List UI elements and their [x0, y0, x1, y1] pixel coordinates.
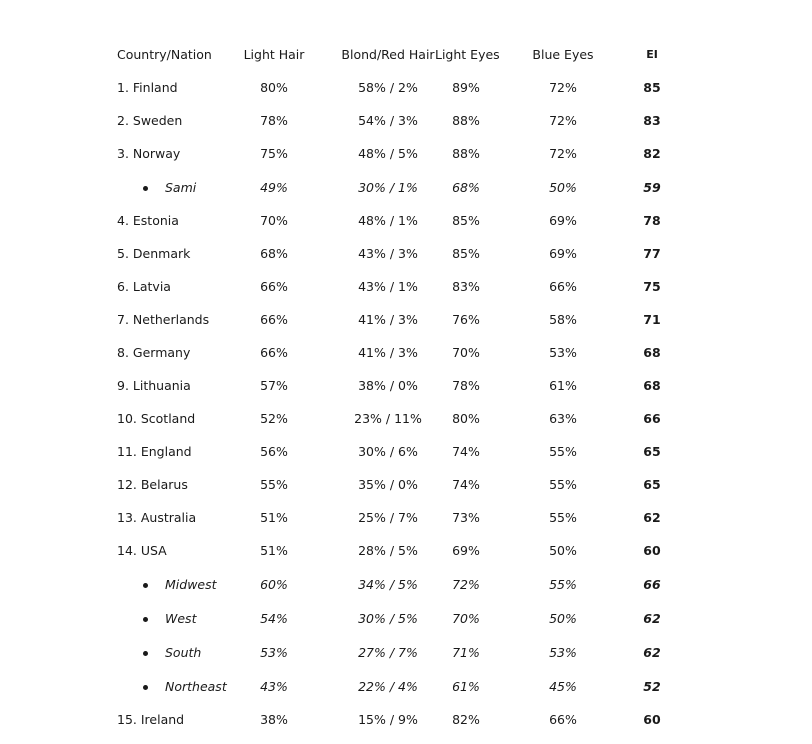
- blond-red-value: 15% / 9%: [358, 712, 418, 727]
- ei-value: 75: [643, 279, 661, 294]
- light-hair-value: 80%: [260, 80, 288, 95]
- bullet-icon: [143, 186, 148, 191]
- blue-eyes-value: 50%: [549, 180, 577, 195]
- blond-red-value: 30% / 6%: [358, 444, 418, 459]
- table-row: [0, 144, 812, 164]
- light-hair-value: 51%: [260, 510, 288, 525]
- blue-eyes-value: 55%: [549, 577, 577, 592]
- header-light-hair: Light Hair: [243, 47, 305, 62]
- table-subrow: [0, 178, 812, 198]
- table-row: [0, 475, 812, 495]
- header-blue-eyes: Blue Eyes: [532, 47, 594, 62]
- table-row: [0, 376, 812, 396]
- blue-eyes-value: 50%: [549, 611, 577, 626]
- blond-red-value: 54% / 3%: [358, 113, 418, 128]
- blond-red-value: 41% / 3%: [358, 312, 418, 327]
- light-hair-value: 66%: [260, 279, 288, 294]
- light-hair-value: 66%: [260, 312, 288, 327]
- blue-eyes-value: 55%: [549, 477, 577, 492]
- blue-eyes-value: 45%: [549, 679, 577, 694]
- ei-value: 77: [643, 246, 661, 261]
- blue-eyes-value: 61%: [549, 378, 577, 393]
- light-eyes-value: 74%: [452, 444, 480, 459]
- table-subrow: [0, 575, 812, 595]
- light-hair-value: 68%: [260, 246, 288, 261]
- ei-value: 60: [643, 543, 661, 558]
- blue-eyes-value: 66%: [549, 712, 577, 727]
- light-hair-value: 78%: [260, 113, 288, 128]
- ei-value: 82: [643, 146, 661, 161]
- blond-red-value: 41% / 3%: [358, 345, 418, 360]
- blond-red-value: 27% / 7%: [358, 645, 418, 660]
- light-eyes-value: 85%: [452, 213, 480, 228]
- light-eyes-value: 85%: [452, 246, 480, 261]
- blond-red-value: 48% / 1%: [358, 213, 418, 228]
- ei-value: 52: [643, 679, 661, 694]
- country-name: 8. Germany: [117, 345, 191, 360]
- light-eyes-value: 70%: [452, 345, 480, 360]
- blond-red-value: 23% / 11%: [354, 411, 422, 426]
- light-eyes-value: 82%: [452, 712, 480, 727]
- country-name: 3. Norway: [117, 146, 181, 161]
- table-row: [0, 409, 812, 429]
- table-row: [0, 78, 812, 98]
- light-eyes-value: 74%: [452, 477, 480, 492]
- table-row: [0, 244, 812, 264]
- blue-eyes-value: 72%: [549, 146, 577, 161]
- region-name: Northeast: [165, 679, 227, 694]
- ei-value: 66: [643, 577, 661, 592]
- country-name: 5. Denmark: [117, 246, 191, 261]
- blue-eyes-value: 66%: [549, 279, 577, 294]
- country-name: 14. USA: [117, 543, 167, 558]
- blue-eyes-value: 69%: [549, 246, 577, 261]
- blue-eyes-value: 50%: [549, 543, 577, 558]
- light-hair-value: 43%: [260, 679, 288, 694]
- ei-value: 62: [643, 510, 661, 525]
- table-row: [0, 277, 812, 297]
- header-ei: EI: [646, 48, 658, 61]
- blond-red-value: 30% / 1%: [358, 180, 418, 195]
- table-subrow: [0, 609, 812, 629]
- country-name: 15. Ireland: [117, 712, 185, 727]
- country-name: 7. Netherlands: [117, 312, 210, 327]
- ei-value: 85: [643, 80, 661, 95]
- blond-red-value: 22% / 4%: [358, 679, 418, 694]
- blond-red-value: 58% / 2%: [358, 80, 418, 95]
- light-eyes-value: 89%: [452, 80, 480, 95]
- light-hair-value: 53%: [260, 645, 288, 660]
- region-name: South: [165, 645, 202, 660]
- country-name: 4. Estonia: [117, 213, 179, 228]
- blond-red-value: 28% / 5%: [358, 543, 418, 558]
- table-row: [0, 310, 812, 330]
- light-hair-value: 55%: [260, 477, 288, 492]
- ei-value: 71: [643, 312, 661, 327]
- light-eyes-value: 61%: [452, 679, 480, 694]
- blond-red-value: 30% / 5%: [358, 611, 418, 626]
- bullet-icon: [143, 685, 148, 690]
- country-name: 10. Scotland: [117, 411, 196, 426]
- blue-eyes-value: 53%: [549, 645, 577, 660]
- light-eyes-value: 80%: [452, 411, 480, 426]
- table-row: [0, 442, 812, 462]
- table-row: [0, 541, 812, 561]
- light-eyes-value: 88%: [452, 146, 480, 161]
- country-name: 2. Sweden: [117, 113, 183, 128]
- light-eyes-value: 88%: [452, 113, 480, 128]
- table-row: [0, 710, 812, 730]
- table-subrow: [0, 643, 812, 663]
- ei-value: 68: [643, 345, 661, 360]
- header-blond-red-hair: Blond/Red Hair: [341, 47, 435, 62]
- light-eyes-value: 70%: [452, 611, 480, 626]
- ei-value: 59: [643, 180, 661, 195]
- blond-red-value: 35% / 0%: [358, 477, 418, 492]
- country-name: 6. Latvia: [117, 279, 171, 294]
- table-subrow: [0, 677, 812, 697]
- ei-value: 60: [643, 712, 661, 727]
- light-eyes-value: 71%: [452, 645, 480, 660]
- region-name: Midwest: [165, 577, 217, 592]
- blue-eyes-value: 72%: [549, 80, 577, 95]
- table-header: [0, 45, 812, 65]
- blond-red-value: 43% / 3%: [358, 246, 418, 261]
- bullet-icon: [143, 651, 148, 656]
- ei-value: 83: [643, 113, 661, 128]
- table-row: [0, 211, 812, 231]
- country-name: 9. Lithuania: [117, 378, 191, 393]
- light-eyes-value: 69%: [452, 543, 480, 558]
- blue-eyes-value: 55%: [549, 510, 577, 525]
- light-hair-value: 54%: [260, 611, 288, 626]
- table-row: [0, 111, 812, 131]
- light-hair-value: 56%: [260, 444, 288, 459]
- header-light-eyes: Light Eyes: [435, 47, 500, 62]
- country-name: 1. Finland: [117, 80, 178, 95]
- ei-value: 66: [643, 411, 661, 426]
- country-name: 13. Australia: [117, 510, 197, 525]
- bullet-icon: [143, 617, 148, 622]
- ei-value: 65: [643, 477, 661, 492]
- ei-value: 68: [643, 378, 661, 393]
- light-hair-value: 66%: [260, 345, 288, 360]
- ei-value: 78: [643, 213, 661, 228]
- light-hair-value: 51%: [260, 543, 288, 558]
- ei-value: 65: [643, 444, 661, 459]
- light-eyes-value: 76%: [452, 312, 480, 327]
- blond-red-value: 38% / 0%: [358, 378, 418, 393]
- light-hair-value: 52%: [260, 411, 288, 426]
- blond-red-value: 34% / 5%: [358, 577, 418, 592]
- region-name: West: [165, 611, 197, 626]
- ei-value: 62: [643, 611, 661, 626]
- light-eyes-value: 78%: [452, 378, 480, 393]
- blue-eyes-value: 63%: [549, 411, 577, 426]
- blue-eyes-value: 58%: [549, 312, 577, 327]
- ei-value: 62: [643, 645, 661, 660]
- light-hair-value: 70%: [260, 213, 288, 228]
- light-hair-value: 57%: [260, 378, 288, 393]
- light-eyes-value: 73%: [452, 510, 480, 525]
- light-hair-value: 60%: [260, 577, 288, 592]
- country-name: 12. Belarus: [117, 477, 188, 492]
- table-row: [0, 343, 812, 363]
- blue-eyes-value: 55%: [549, 444, 577, 459]
- header-country: Country/Nation: [117, 47, 212, 62]
- light-hair-value: 75%: [260, 146, 288, 161]
- table-row: [0, 508, 812, 528]
- bullet-icon: [143, 583, 148, 588]
- blond-red-value: 25% / 7%: [358, 510, 418, 525]
- light-hair-value: 49%: [260, 180, 288, 195]
- light-hair-value: 38%: [260, 712, 288, 727]
- light-eyes-value: 68%: [452, 180, 480, 195]
- blue-eyes-value: 72%: [549, 113, 577, 128]
- light-eyes-value: 72%: [452, 577, 480, 592]
- blond-red-value: 43% / 1%: [358, 279, 418, 294]
- blond-red-value: 48% / 5%: [358, 146, 418, 161]
- light-eyes-value: 83%: [452, 279, 480, 294]
- blue-eyes-value: 69%: [549, 213, 577, 228]
- blue-eyes-value: 53%: [549, 345, 577, 360]
- region-name: Sami: [165, 180, 197, 195]
- country-name: 11. England: [117, 444, 192, 459]
